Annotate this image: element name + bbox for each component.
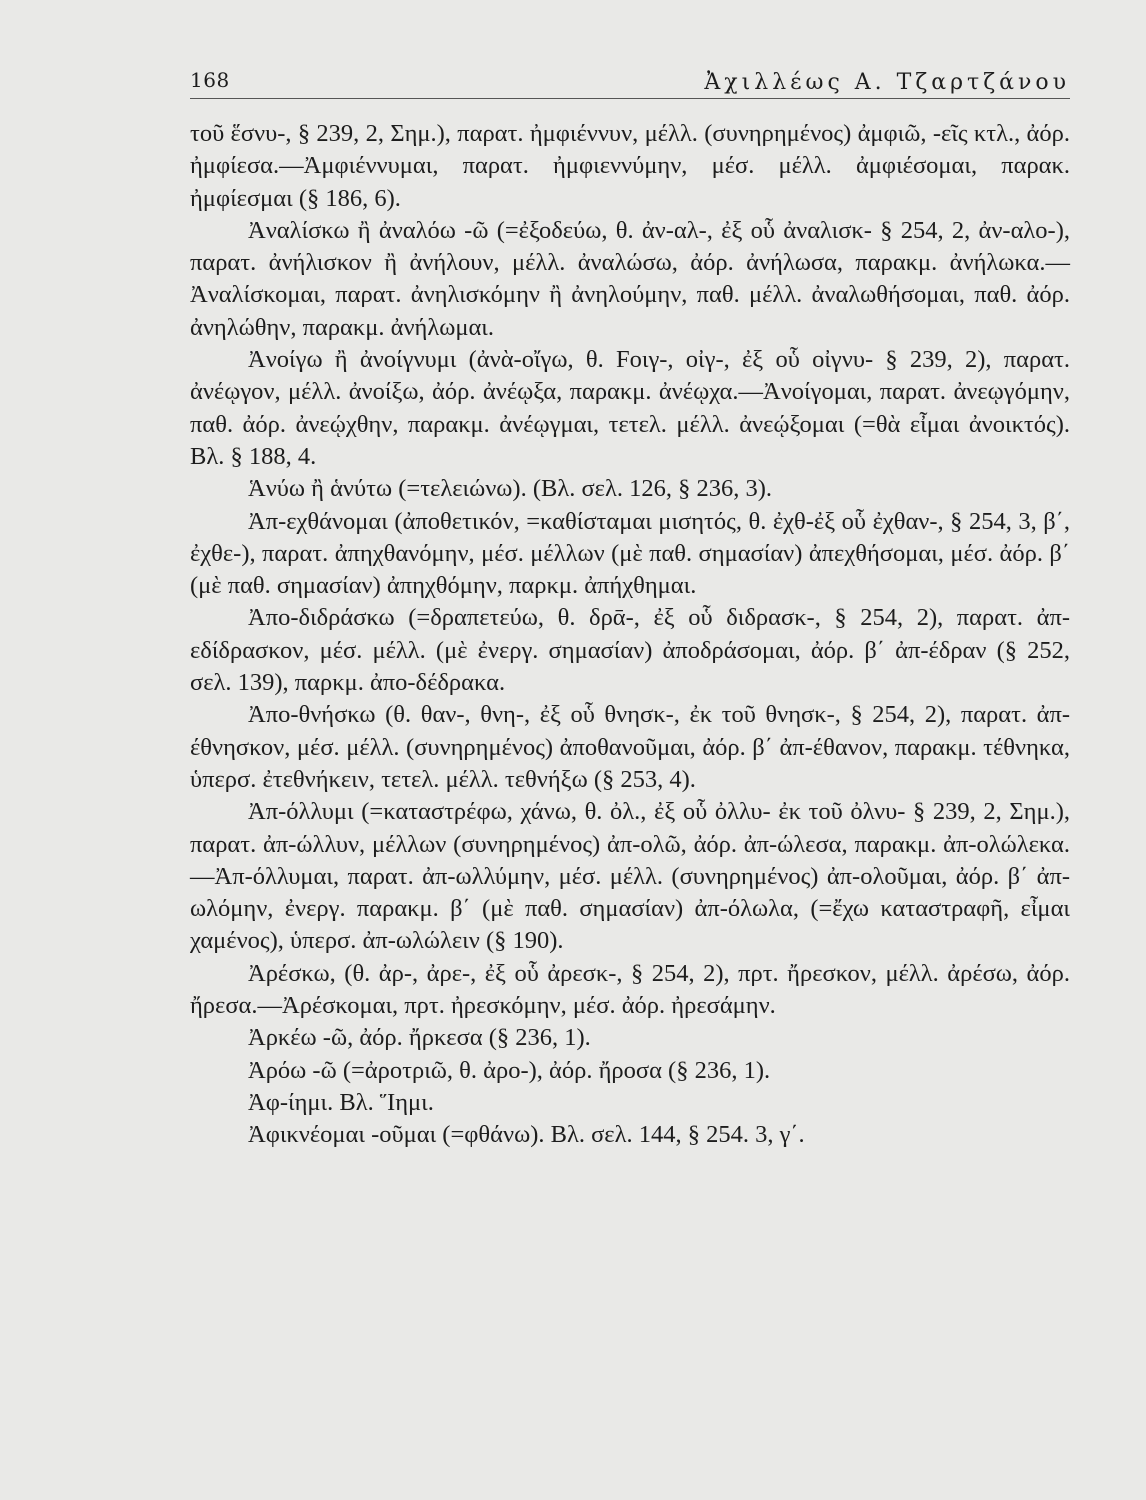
entry-aresko: Ἀρέσκω, (θ. ἀρ-, ἀρε-, ἐξ οὗ ἀρεσκ-, § 254, 2), πρτ. ἤρεσκον, μέλλ. ἀρέσω, ἀόρ. ἤρεσα.—Ἀρέσκομαι, πρτ. ἠρεσκόμην, μέσ. ἀόρ. ἠρεσάμην. (190, 959, 1070, 1020)
entry-apodidrasko: Ἀπο-διδράσκω (=δραπετεύω, θ. δρᾱ-, ἐξ οὗ διδρασκ-, § 254, 2), παρατ. ἀπ-εδίδρασκον, μέσ. μέλλ. (μὲ ἐνεργ. σημασίαν) ἀποδράσομαι, ἀόρ. β΄ ἀπ-έδραν (§ 252, σελ. 139), παρκμ. ἀπο-δέδρακα. (190, 604, 1070, 697)
entry-arkeo: Ἀρκέω -ῶ, ἀόρ. ἤρκεσα (§ 236, 1). (248, 1024, 591, 1052)
entry-aphiknéomai: Ἀφικνέομαι -οῦμαι (=φθάνω). Βλ. σελ. 144, § 254. 3, γ΄. (248, 1121, 805, 1149)
entry-anoigo: Ἀνοίγω ἢ ἀνοίγνυμι (ἀνὰ-οἴγω, θ. Fοιγ-, οἰγ-, ἐξ οὗ οἰγνυ- § 239, 2), παρατ. ἀνέῳγον, μέλλ. ἀνοίξω, ἀόρ. ἀνέῳξα, παρακμ. ἀνέῳχα.—Ἀνοίγομαι, παρατ. ἀνεῳγόμην, παθ. ἀόρ. ἀνεῴχθην, παρακμ. ἀνέῳγμαι, τετελ. μέλλ. ἀνεῴξομαι (=θὰ εἶμαι ἀνοικτός). Βλ. § 188, 4. (190, 346, 1070, 470)
entry-anyo: Ἁνύω ἢ ἁνύτω (=τελειώνω). (Βλ. σελ. 126, § 236, 3). (248, 475, 772, 503)
running-title: Ἀχιλλέως Α. Τζαρτζάνου (704, 70, 1070, 95)
entry-apollymi: Ἀπ-όλλυμι (=καταστρέφω, χάνω, θ. ὀλ., ἐξ οὗ ὀλλυ- ἐκ τοῦ ὀλνυ- § 239, 2, Σημ.), παρατ. ἀπ-ώλλυν, μέλλων (συνηρημένος) ἀπ-ολῶ, ἀόρ. ἀπ-ώλεσα, παρακμ. ἀπ-ολώλεκα.—Ἀπ-όλλυμαι, παρατ. ἀπ-ωλλύμην, μέσ. μέλλ. (συνηρημένος) ἀπ-ολοῦμαι, ἀόρ. β΄ ἀπ-ωλόμην, ἐνεργ. παρακμ. β΄ (μὲ παθ. σημασίαν) ἀπ-όλωλα, (=ἔχω καταστραφῆ, εἶμαι χαμένος), ὑπερσ. ἀπ-ωλώλειν (§ 190). (190, 798, 1070, 955)
entry-apothnesko: Ἀπο-θνήσκω (θ. θαν-, θνη-, ἐξ οὗ θνησκ-, ἐκ τοῦ θνησκ-, § 254, 2), παρατ. ἀπ-έθνησκον, μέσ. μέλλ. (συνηρημένος) ἀποθανοῦμαι, ἀόρ. β΄ ἀπ-έθανον, παρακμ. τέθνηκα, ὑπερσ. ἐτεθνήκειν, τετελ. μέλλ. τεθνήξω (§ 253, 4). (190, 701, 1070, 793)
page-number: 168 (190, 68, 230, 92)
page-header (190, 68, 1070, 99)
entry-apechthanomai: Ἀπ-εχθάνομαι (ἀποθετικόν, =καθίσταμαι μισητός, θ. ἐχθ-ἐξ οὗ ἐχθαν-, § 254, 3, β΄, ἐχθε-), παρατ. ἀπηχθανόμην, μέσ. μέλλων (μὲ παθ. σημασίαν) ἀπεχθήσομαι, μέσ. ἀόρ. β΄ (μὲ παθ. σημασίαν) ἀπηχθόμην, παρκμ. ἀπήχθημαι. (190, 507, 1070, 600)
body-text (190, 118, 1070, 1152)
entry-aroo: Ἀρόω -ῶ (=ἀροτριῶ, θ. ἀρο-), ἀόρ. ἤροσα (§ 236, 1). (248, 1056, 771, 1084)
paragraph-continuation: τοῦ ἕσνυ-, § 239, 2, Σημ.), παρατ. ἠμφιέννυν, μέλλ. (συνηρημένος) ἀμφιῶ, -εῖς κτλ., ἀόρ. ἠμφίεσα.—Ἀμφιέννυμαι, παρατ. ἠμφιεννύμην, μέσ. μέλλ. ἀμφιέσομαι, παρακ. ἠμφίεσμαι (§ 186, 6). (190, 120, 1070, 212)
entry-aphiemi: Ἀφ-ίημι. Βλ. Ἵημι. (248, 1088, 434, 1116)
entry-analisko: Ἀναλίσκω ἢ ἀναλόω -ῶ (=ἐξοδεύω, θ. ἀν-αλ-, ἐξ οὗ ἀναλισκ- § 254, 2, ἀν-αλο-), παρατ. ἀνήλισκον ἢ ἀνήλουν, μέλλ. ἀναλώσω, ἀόρ. ἀνήλωσα, παρακμ. ἀνήλωκα.—Ἀναλίσκομαι, παρατ. ἀνηλισκόμην ἢ ἀνηλούμην, παθ. μέλλ. ἀναλωθήσομαι, παθ. ἀόρ. ἀνηλώθην, παρακμ. ἀνήλωμαι. (190, 216, 1070, 341)
